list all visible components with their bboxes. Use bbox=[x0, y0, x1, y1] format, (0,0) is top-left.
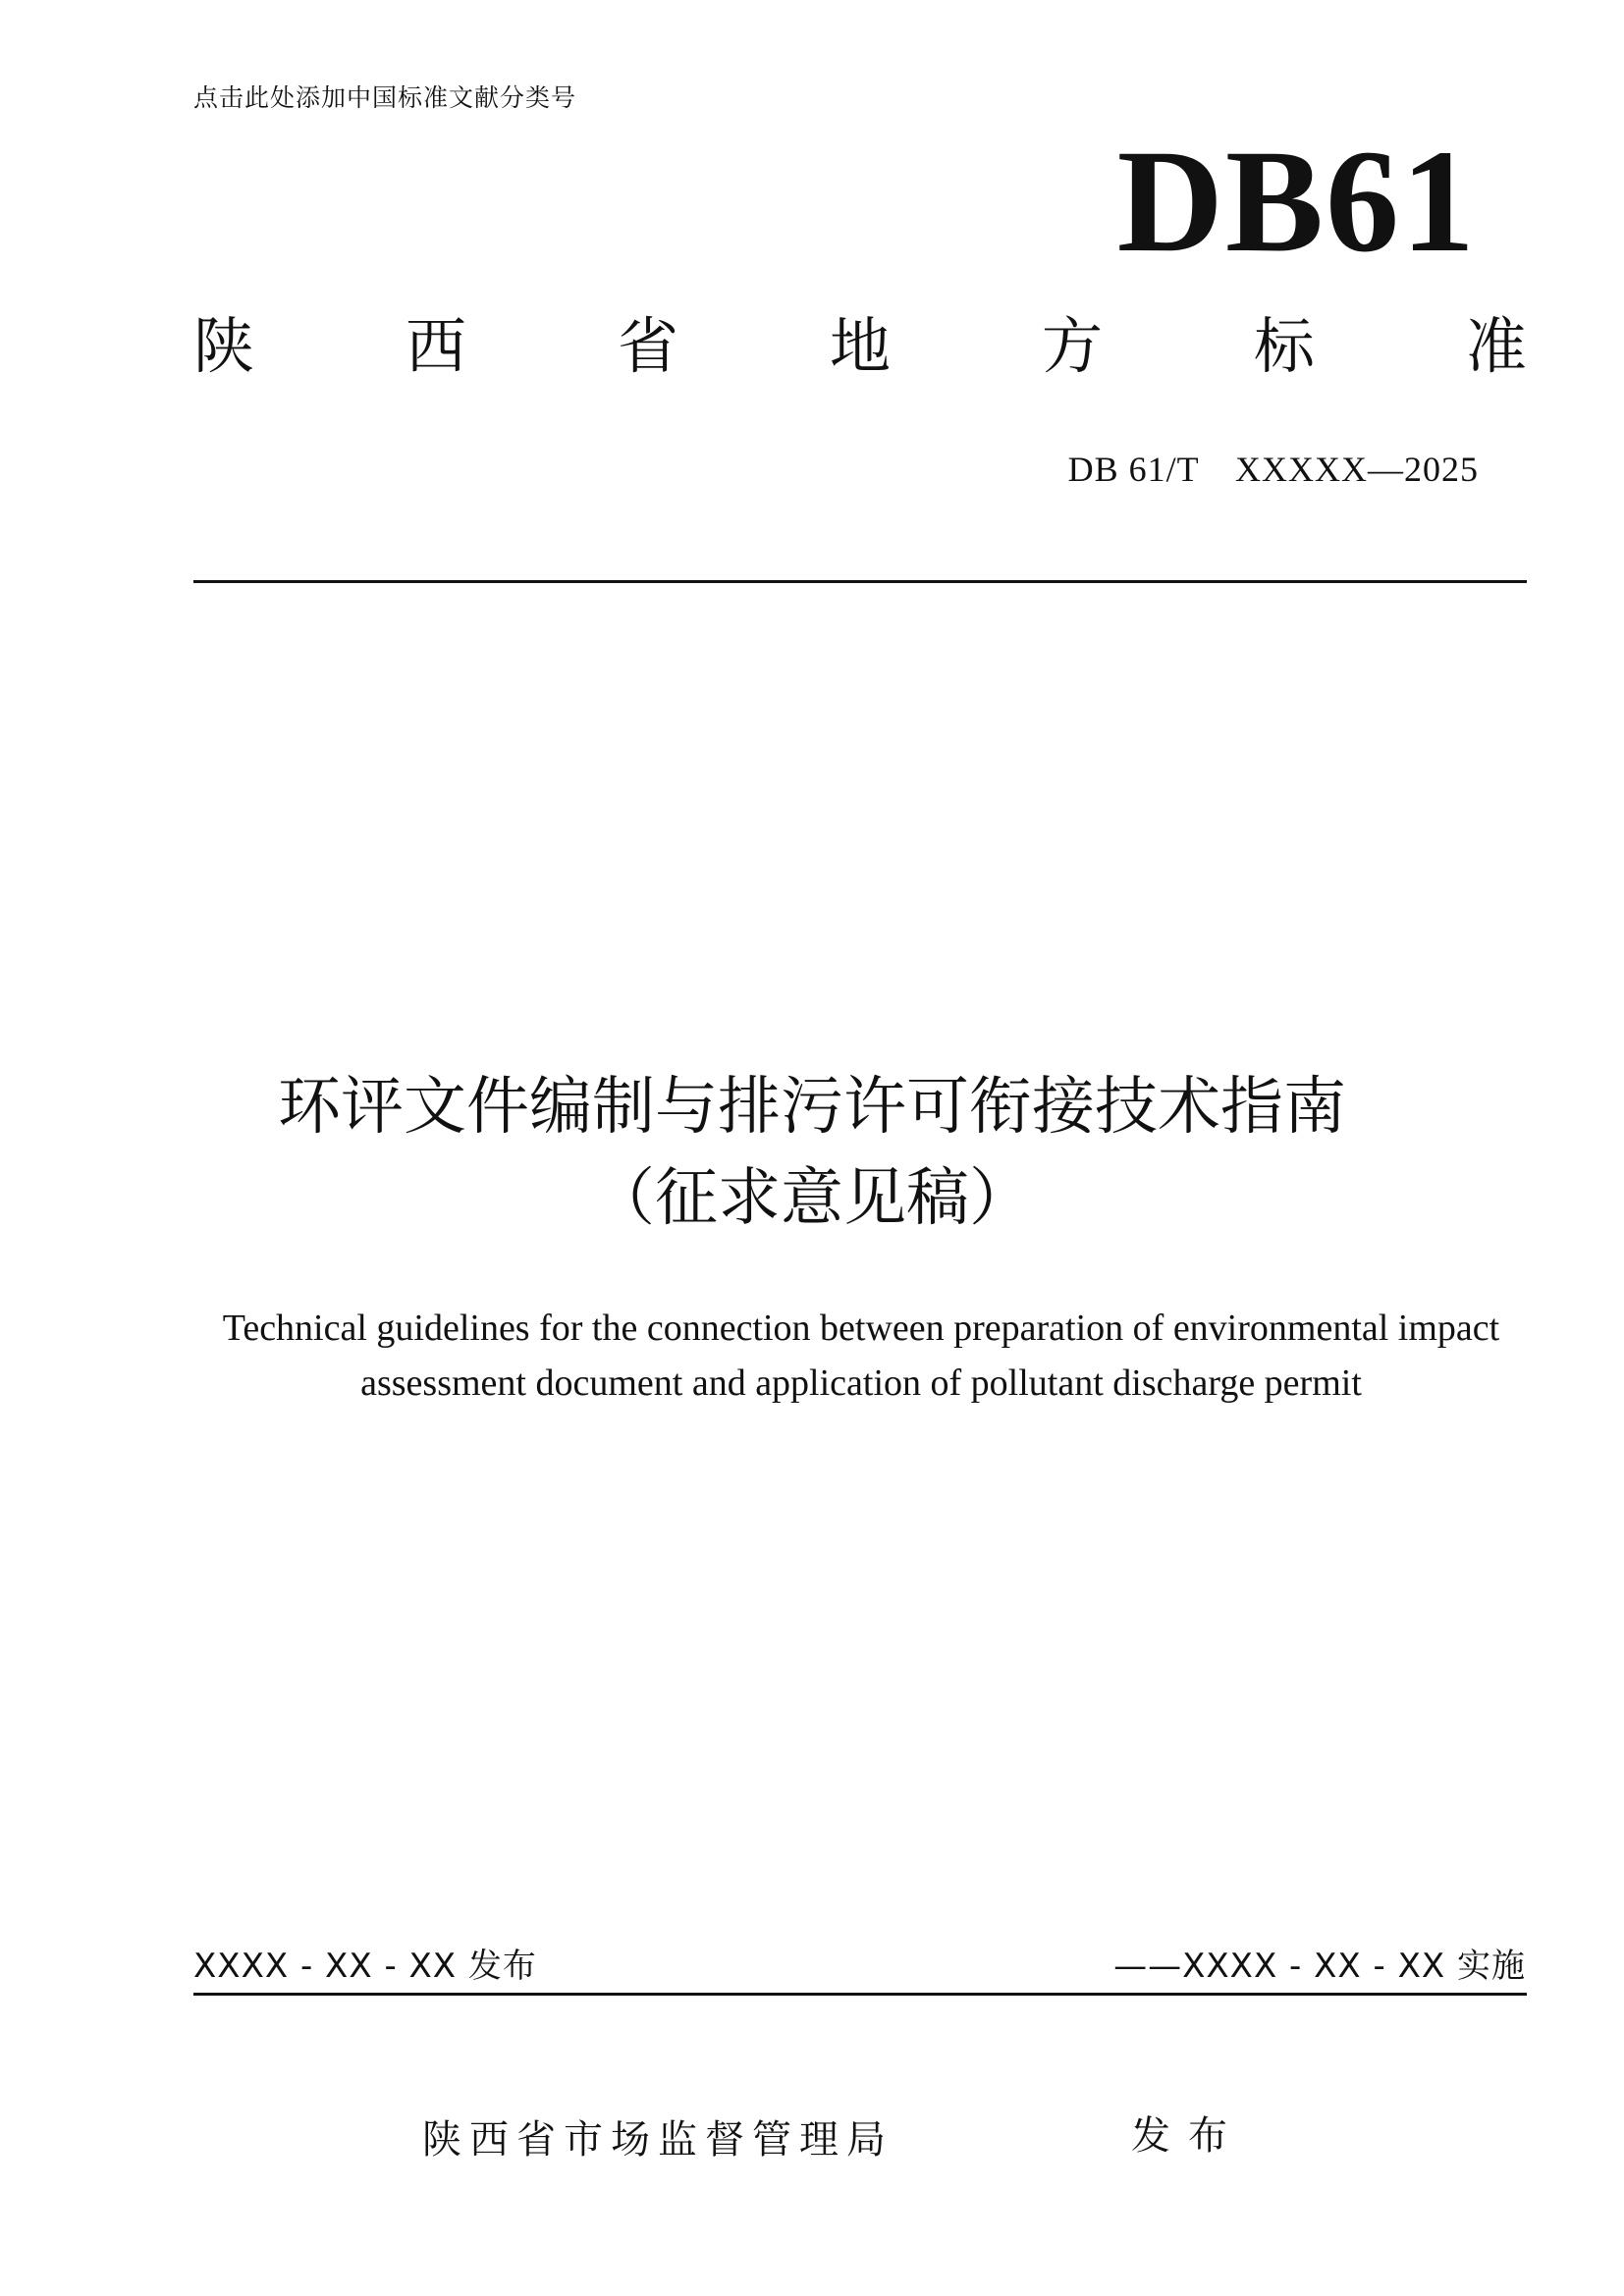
db-code: DB61 bbox=[1116, 120, 1477, 283]
issuing-authority: 陕西省市场监督管理局 bbox=[422, 2117, 893, 2163]
local-standard-char: 标 bbox=[1253, 310, 1315, 382]
local-standard-char: 方 bbox=[1041, 310, 1103, 382]
issue-label: 发布 bbox=[1131, 2113, 1245, 2159]
issue-date: XXXX - XX - XX 发布 bbox=[193, 1947, 537, 1986]
local-standard-char: 省 bbox=[617, 310, 678, 382]
footer-divider bbox=[193, 1993, 1527, 1996]
document-title: 环评文件编制与排污许可衔接技术指南 bbox=[278, 1071, 1346, 1144]
local-standard-char: 地 bbox=[829, 310, 891, 382]
local-standard-heading bbox=[193, 312, 1527, 381]
draft-note: （征求意见稿） bbox=[592, 1162, 1032, 1235]
english-title-line: Technical guidelines for the connection between preparation of environmental impact bbox=[222, 1308, 1500, 1349]
local-standard-char: 陕 bbox=[193, 310, 255, 382]
classification-number-placeholder[interactable]: 点击此处添加中国标准文献分类号 bbox=[193, 83, 577, 112]
english-title bbox=[177, 1301, 1545, 1411]
standard-number: DB 61/T XXXXX—2025 bbox=[1067, 450, 1479, 489]
local-standard-char: 准 bbox=[1465, 310, 1527, 382]
english-title-line: assessment document and application of pollutant discharge permit bbox=[360, 1362, 1362, 1404]
header-divider bbox=[193, 580, 1527, 583]
local-standard-char: 西 bbox=[405, 310, 466, 382]
implementation-date: ——XXXX - XX - XX 实施 bbox=[1113, 1947, 1526, 1986]
